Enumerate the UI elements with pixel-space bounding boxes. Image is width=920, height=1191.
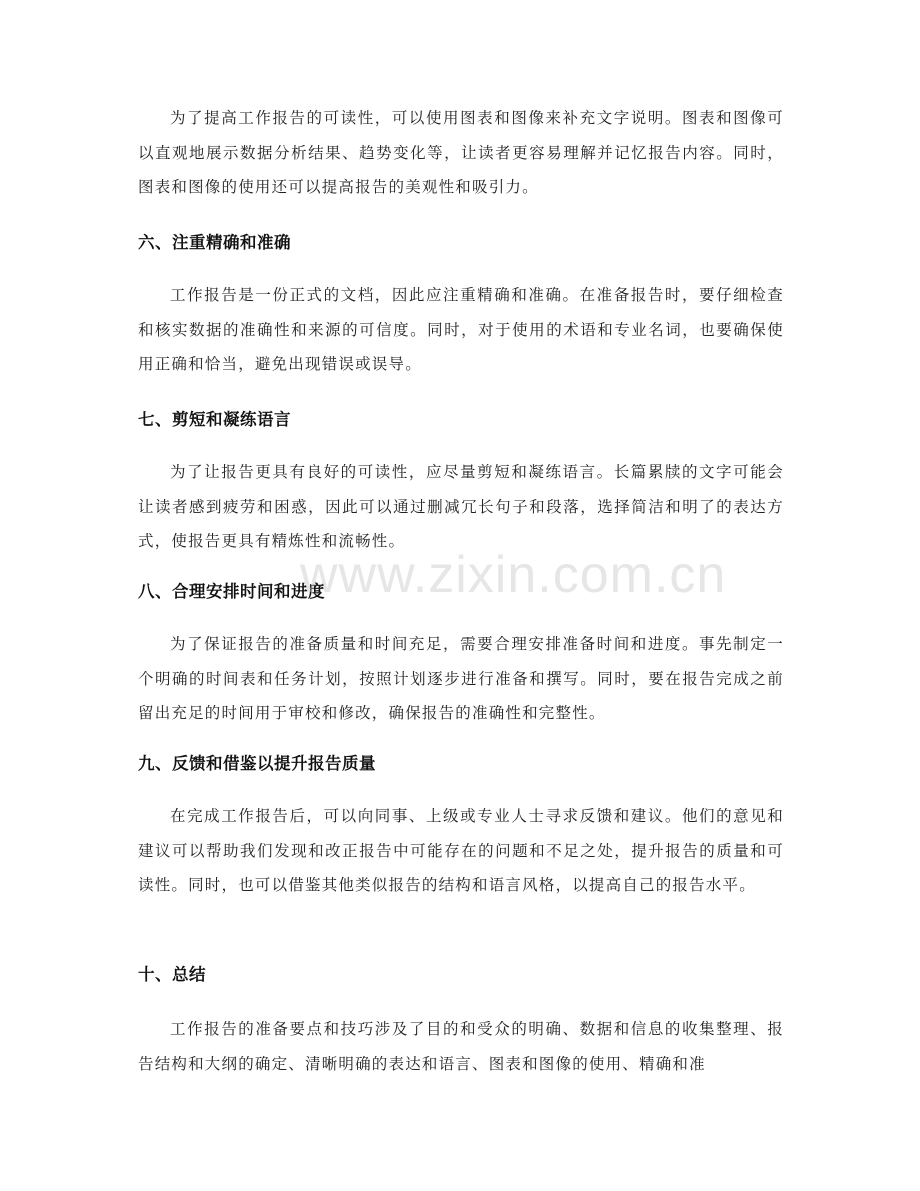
intro-paragraph: 为了提高工作报告的可读性，可以使用图表和图像来补充文字说明。图表和图像可以直观地展示数据分析结果、趋势变化等，让读者更容易理解并记忆报告内容。同时，图表和图像的使用还可以提高报告的美观性和吸引力。 (138, 109, 784, 196)
watermark-text: www.zixin.com.cn (300, 546, 727, 604)
section-10-heading: 十、总结 (138, 965, 206, 984)
section-10-paragraph: 工作报告的准备要点和技巧涉及了目的和受众的明确、数据和信息的收集整理、报告结构和大纲的确定、清晰明确的表达和语言、图表和图像的使用、精确和准 (138, 1020, 784, 1073)
section-8-heading: 八、合理安排时间和进度 (138, 582, 325, 601)
section-9-paragraph: 在完成工作报告后，可以向同事、上级或专业人士寻求反馈和建议。他们的意见和建议可以帮助我们发现和改正报告中可能存在的问题和不足之处，提升报告的质量和可读性。同时，也可以借鉴其他类似报告的结构和语言风格，以提高自己的报告水平。 (138, 807, 784, 894)
section-8-paragraph: 为了保证报告的准备质量和时间充足，需要合理安排准备时间和进度。事先制定一个明确的时间表和任务计划，按照计划逐步进行准备和撰写。同时，要在报告完成之前留出充足的时间用于审校和修改，确保报告的准确性和完整性。 (138, 635, 784, 722)
section-9-heading: 九、反馈和借鉴以提升报告质量 (138, 754, 376, 773)
section-7-heading: 七、剪短和凝练语言 (138, 410, 291, 429)
section-6-paragraph: 工作报告是一份正式的文档，因此应注重精确和准确。在准备报告时，要仔细检查和核实数据的准确性和来源的可信度。同时，对于使用的术语和专业名词，也要确保使用正确和恰当，避免出现错误或误导。 (138, 286, 784, 373)
section-7-paragraph: 为了让报告更具有良好的可读性，应尽量剪短和凝练语言。长篇累牍的文字可能会让读者感到疲劳和困惑，因此可以通过删减冗长句子和段落，选择简洁和明了的表达方式，使报告更具有精炼性和流畅性。 (138, 463, 784, 550)
section-6-heading: 六、注重精确和准确 (138, 233, 291, 252)
